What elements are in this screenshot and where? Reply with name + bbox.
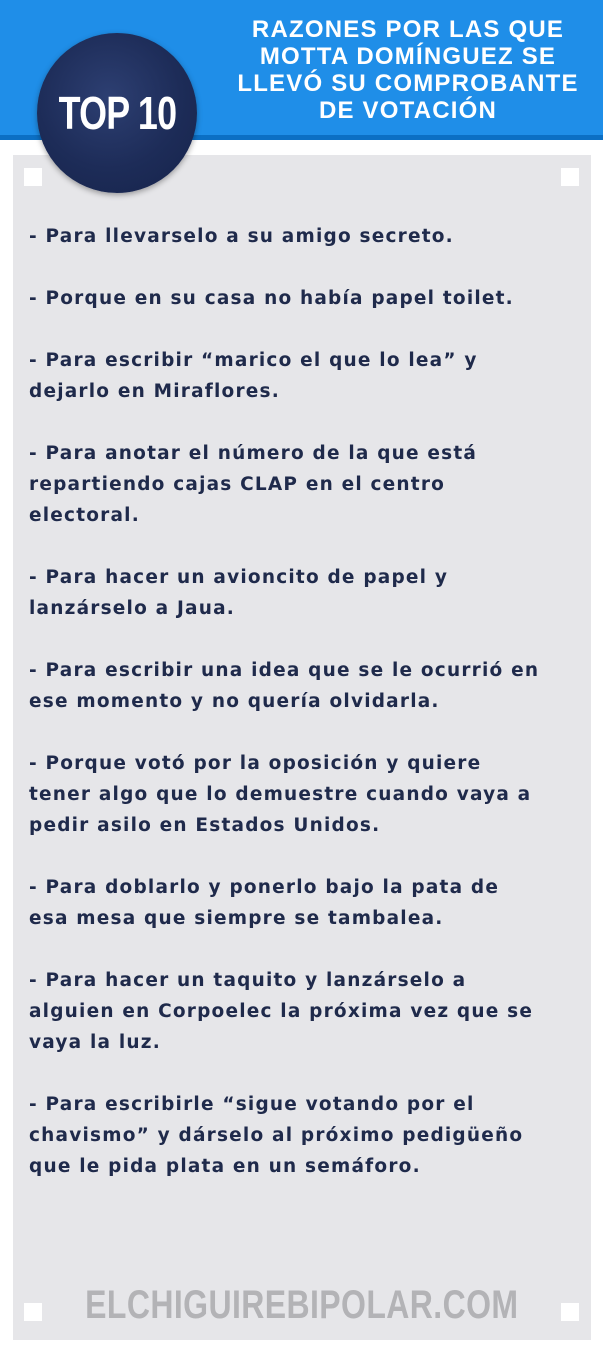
list-item <box>29 965 581 1058</box>
reason-line: - Para doblarlo y ponerlo bajo la pata de <box>29 877 500 898</box>
reason-line: repartiendo cajas CLAP en el centro <box>29 474 446 495</box>
list-item <box>29 1089 581 1182</box>
reason-line: tener algo que lo demuestre cuando vaya a <box>29 784 532 805</box>
reason-line: - Para hacer un avioncito de papel y <box>29 567 449 588</box>
reason-line: electoral. <box>29 505 140 526</box>
list-item <box>29 283 581 314</box>
list-item <box>29 562 581 624</box>
reason-line: - Porque en su casa no había papel toilet. <box>29 288 514 309</box>
corner-marker <box>561 168 579 186</box>
list-item <box>29 748 581 841</box>
title-line: RAZONES POR LAS QUE <box>251 16 565 43</box>
reason-line: chavismo” y dárselo al próximo pedigüeño <box>29 1125 524 1146</box>
corner-marker <box>24 168 42 186</box>
reason-line: que le pida plata en un semáforo. <box>29 1156 421 1177</box>
page-title <box>222 16 594 124</box>
top-10-badge <box>37 33 197 193</box>
reason-line: - Porque votó por la oposición y quiere <box>29 753 482 774</box>
reason-line: esa mesa que siempre se tambalea. <box>29 908 444 929</box>
reason-line: - Para llevarselo a su amigo secreto. <box>29 226 454 247</box>
reason-line: alguien en Corpoelec la próxima vez que se <box>29 1001 534 1022</box>
title-line: DE VOTACIÓN <box>318 97 498 124</box>
site-watermark <box>0 1282 603 1328</box>
reason-line: - Para escribir “marico el que lo lea” y <box>29 350 478 371</box>
reason-line: - Para escribirle “sigue votando por el <box>29 1094 475 1115</box>
reason-line: - Para escribir una idea que se le ocurrió en <box>29 660 540 681</box>
title-line: MOTTA DOMÍNGUEZ SE <box>259 43 557 70</box>
list-item <box>29 872 581 934</box>
reason-line: vaya la luz. <box>29 1032 161 1053</box>
list-item <box>29 221 581 252</box>
reason-line: pedir asilo en Estados Unidos. <box>29 815 381 836</box>
site-name: ELCHIGUIREBIPOLAR.COM <box>84 1283 519 1327</box>
badge-text: TOP 10 <box>58 87 176 139</box>
reason-line: - Para anotar el número de la que está <box>29 443 478 464</box>
list-item <box>29 655 581 717</box>
reasons-list <box>29 221 581 1213</box>
reason-line: dejarlo en Miraflores. <box>29 381 280 402</box>
reason-line: lanzárselo a Jaua. <box>29 598 235 619</box>
list-item <box>29 438 581 531</box>
reason-line: ese momento y no quería olvidarla. <box>29 691 440 712</box>
list-item <box>29 345 581 407</box>
title-line: LLEVÓ SU COMPROBANTE <box>237 70 579 97</box>
reason-line: - Para hacer un taquito y lanzárselo a <box>29 970 467 991</box>
